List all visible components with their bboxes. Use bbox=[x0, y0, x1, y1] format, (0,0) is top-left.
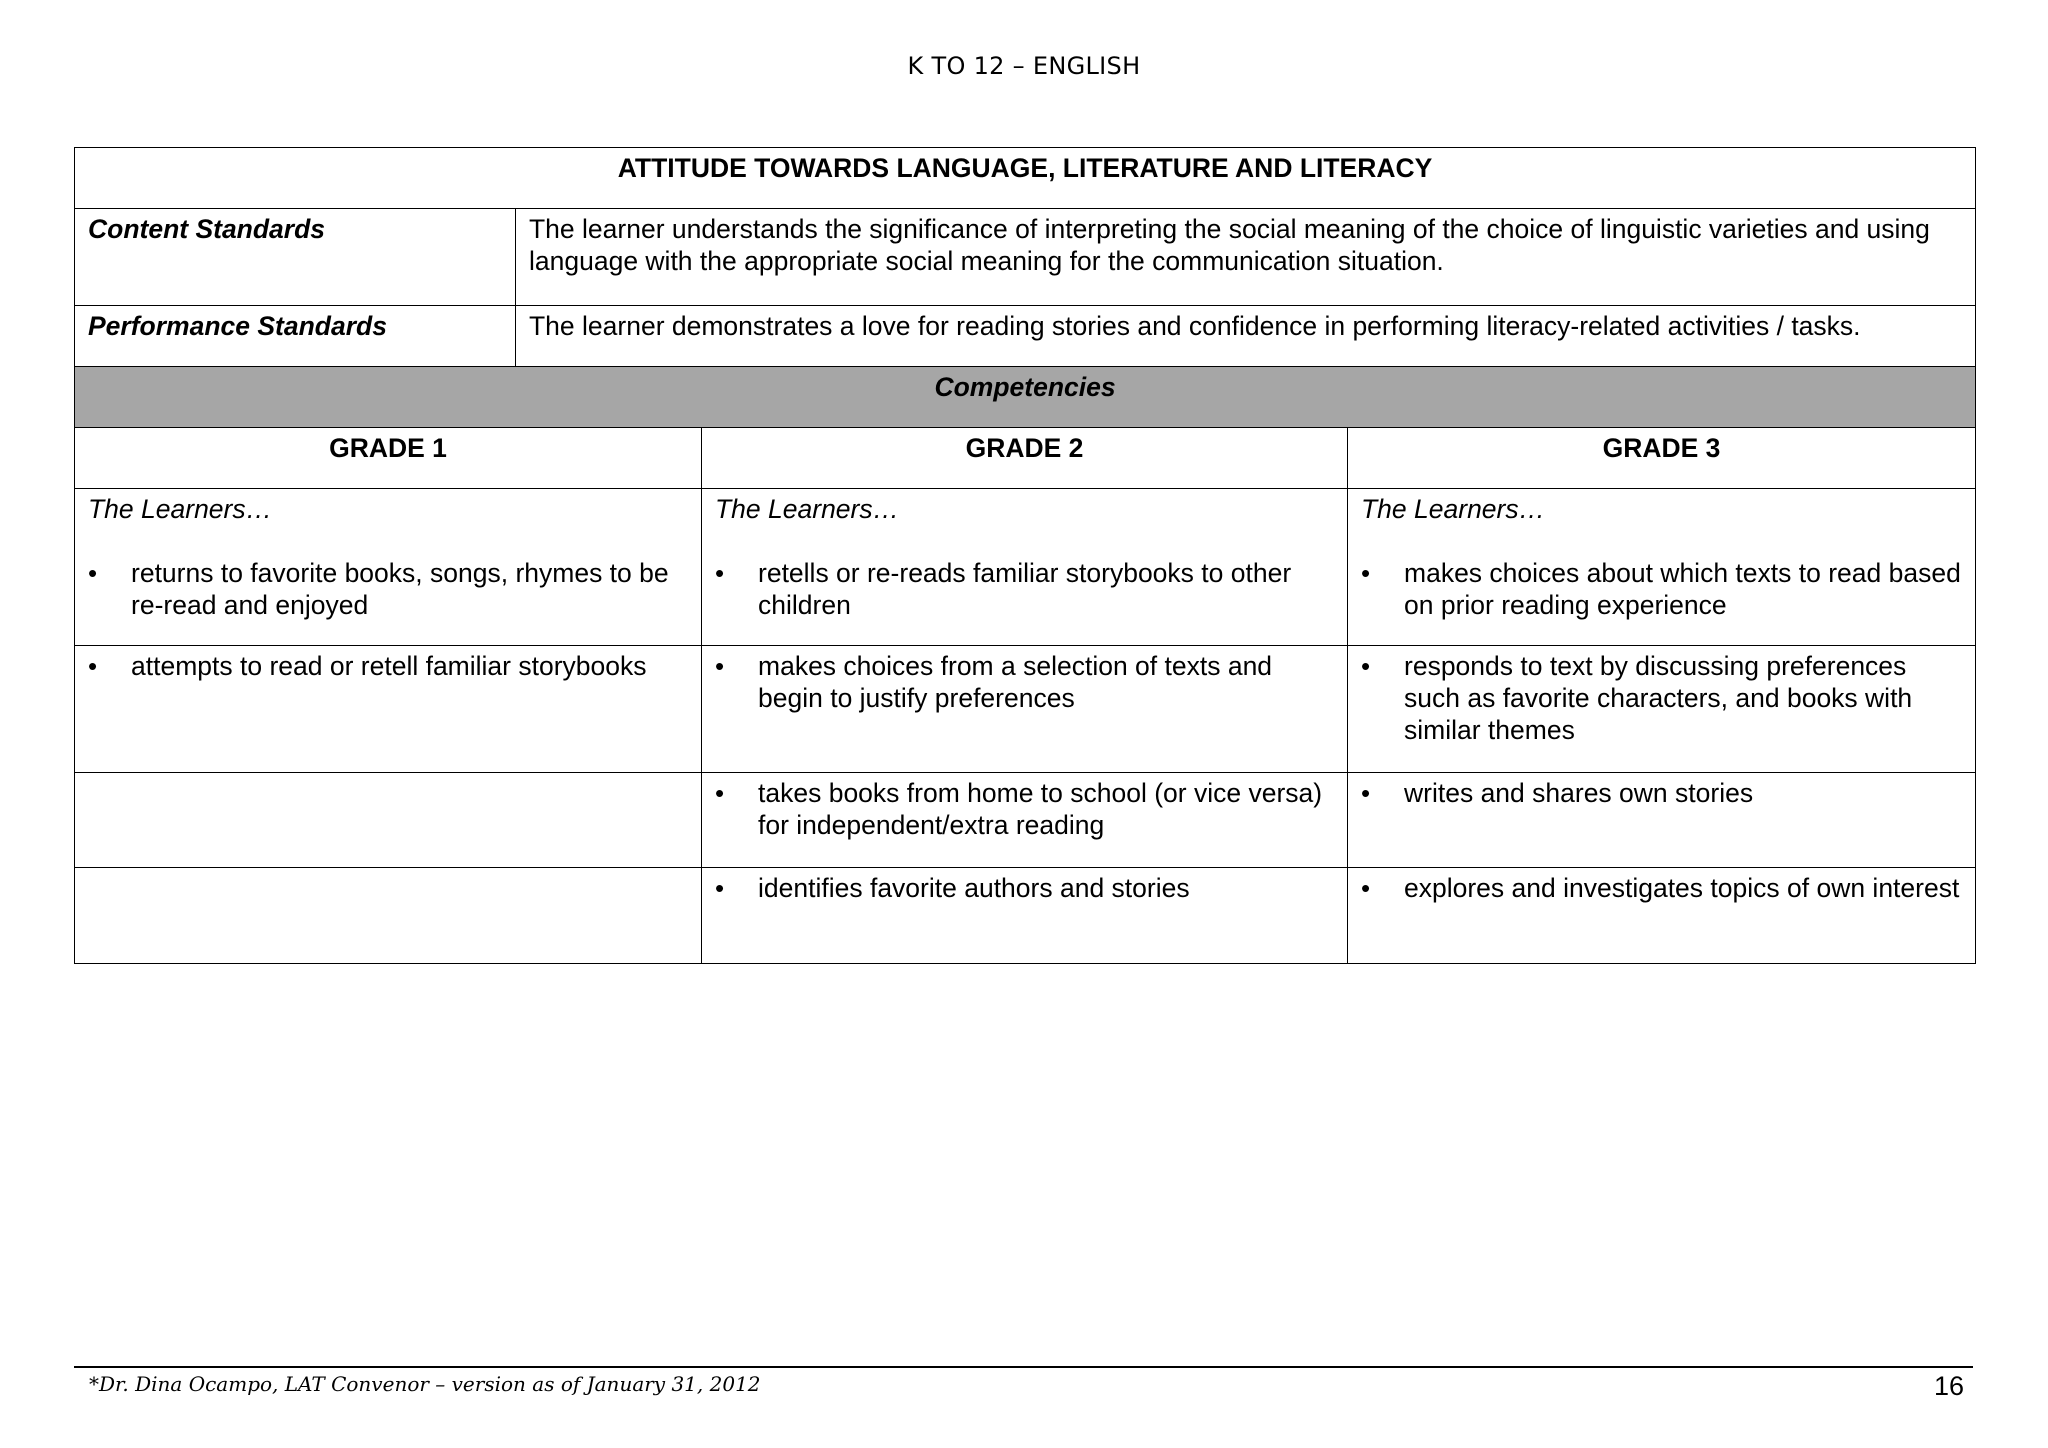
grade-1-cell bbox=[75, 646, 702, 773]
grade-header-row bbox=[75, 428, 1976, 489]
grade-3-cell bbox=[1348, 773, 1976, 868]
curriculum-table bbox=[74, 147, 1976, 964]
competency-item: • writes and shares own stories bbox=[1361, 777, 1962, 809]
competency-item: • retells or re-reads familiar storybooks to other children bbox=[715, 557, 1334, 621]
grade-1-cell-empty bbox=[75, 868, 702, 964]
grade-2-cell bbox=[702, 773, 1348, 868]
competency-item: • makes choices from a selection of texts and begin to justify preferences bbox=[715, 650, 1334, 714]
competency-item: • responds to text by discussing preferences such as favorite characters, and books with similar themes bbox=[1361, 650, 1962, 746]
table-row bbox=[75, 773, 1976, 868]
content-standards-label: Content Standards bbox=[75, 209, 516, 306]
table-row bbox=[75, 646, 1976, 773]
page-number: 16 bbox=[1933, 1371, 1964, 1401]
competency-item: • explores and investigates topics of own interest bbox=[1361, 872, 1962, 904]
learners-intro: The Learners… bbox=[1361, 494, 1546, 524]
grade-3-cell bbox=[1348, 646, 1976, 773]
page-header: K TO 12 – ENGLISH bbox=[907, 52, 1141, 80]
table-row bbox=[75, 489, 1976, 646]
learners-intro: The Learners… bbox=[88, 494, 273, 524]
grade-1-cell bbox=[75, 489, 702, 646]
footer-divider bbox=[74, 1366, 1973, 1368]
grade-2-cell bbox=[702, 489, 1348, 646]
competency-item: • returns to favorite books, songs, rhymes to be re-read and enjoyed bbox=[88, 557, 688, 621]
grade-3-cell bbox=[1348, 868, 1976, 964]
performance-standards-row bbox=[75, 306, 1976, 367]
footer-note: *Dr. Dina Ocampo, LAT Convenor – version as of January 31, 2012 bbox=[89, 1372, 761, 1396]
grade-2-cell bbox=[702, 868, 1348, 964]
competency-item: • makes choices about which texts to read based on prior reading experience bbox=[1361, 557, 1962, 621]
grade-2-cell bbox=[702, 646, 1348, 773]
grade-1-cell-empty bbox=[75, 773, 702, 868]
competencies-heading: Competencies bbox=[75, 367, 1976, 428]
content-standards-text: The learner understands the significance of interpreting the social meaning of the choice of linguistic varieties and using language with the appropriate social meaning for the communication situation. bbox=[516, 209, 1976, 306]
performance-standards-text: The learner demonstrates a love for reading stories and confidence in performing literacy-related activities / tasks. bbox=[516, 306, 1976, 367]
table-title: ATTITUDE TOWARDS LANGUAGE, LITERATURE AND LITERACY bbox=[75, 148, 1976, 209]
competency-item: • attempts to read or retell familiar storybooks bbox=[88, 650, 688, 682]
grade-2-header: GRADE 2 bbox=[702, 428, 1348, 489]
grade-3-header: GRADE 3 bbox=[1348, 428, 1976, 489]
title-row bbox=[75, 148, 1976, 209]
competency-item: • takes books from home to school (or vice versa) for independent/extra reading bbox=[715, 777, 1334, 841]
content-standards-row bbox=[75, 209, 1976, 306]
grade-1-header: GRADE 1 bbox=[75, 428, 702, 489]
competency-item: • identifies favorite authors and stories bbox=[715, 872, 1334, 904]
learners-intro: The Learners… bbox=[715, 494, 900, 524]
competencies-row bbox=[75, 367, 1976, 428]
grade-3-cell bbox=[1348, 489, 1976, 646]
table-row bbox=[75, 868, 1976, 964]
performance-standards-label: Performance Standards bbox=[75, 306, 516, 367]
